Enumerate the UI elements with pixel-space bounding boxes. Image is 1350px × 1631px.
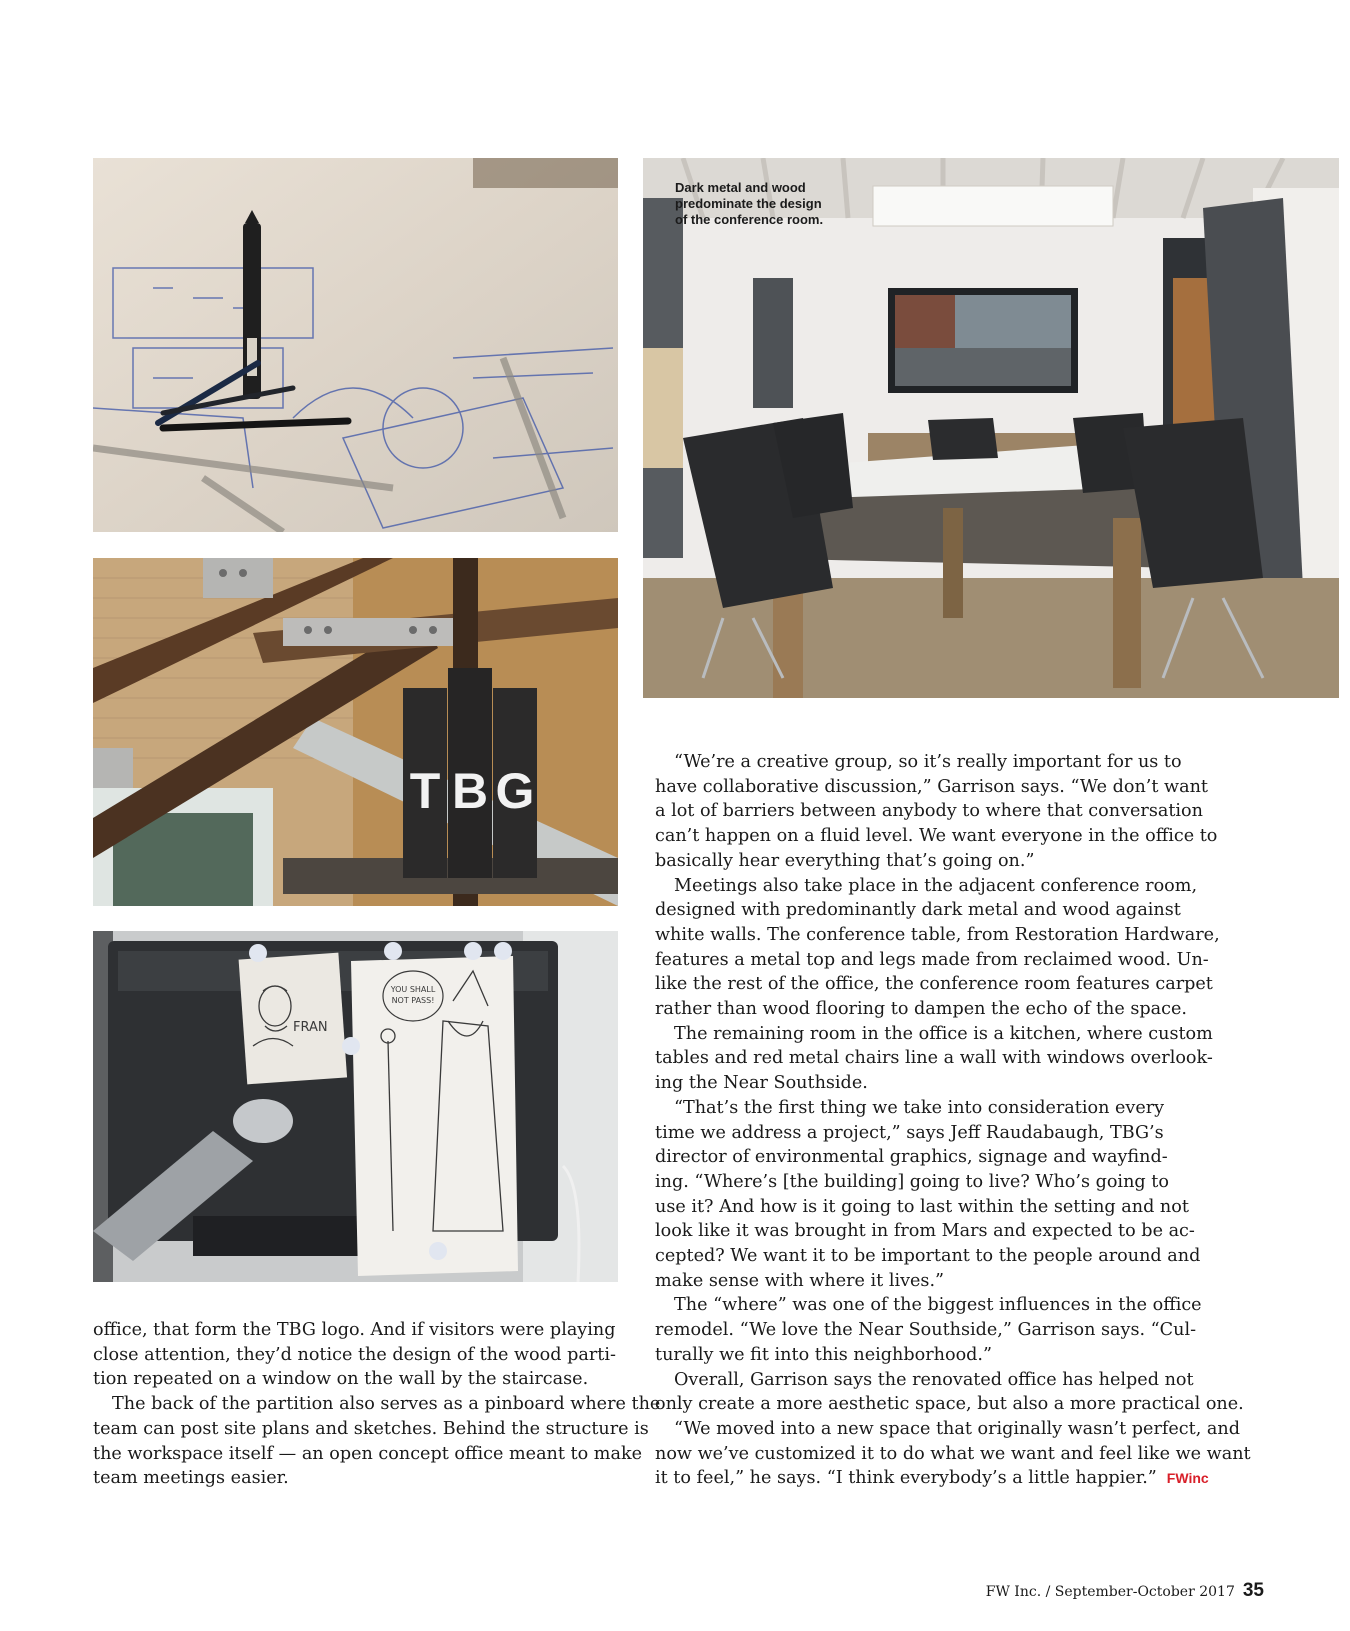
body-paragraph [655, 1096, 1201, 1294]
text-line: look like it was brought in from Mars and expected to be ac- [655, 1221, 1195, 1242]
text-line: remodel. “We love the Near Southside,” Garrison says. “Cul- [655, 1320, 1197, 1341]
text-line: team meetings easier. [93, 1468, 289, 1489]
text-line: only create a more aesthetic space, but also a more practical one. [655, 1394, 1244, 1415]
sketch-label: FRAN [293, 1020, 328, 1035]
right-text-column [655, 750, 1251, 1491]
text-line: the workspace itself — an open concept office meant to make [93, 1443, 643, 1464]
conference-room-photo [643, 158, 1339, 698]
text-line-content: it to feel,” he says. “I think everybody’s a little happier.” [655, 1468, 1157, 1489]
text-line: have collaborative discussion,” Garrison says. “We don’t want [655, 776, 1208, 797]
text-line: Meetings also take place in the adjacent conference room, [674, 875, 1198, 896]
publication-info: FW Inc. / September-October 2017 [985, 1584, 1235, 1600]
text-line: office, that form the TBG logo. And if visitors were playing [93, 1320, 616, 1340]
left-text-column [93, 1318, 661, 1491]
page-number: 35 [1242, 1580, 1264, 1601]
text-line: time we address a project,” says Jeff Raudabaugh, TBG’s [655, 1122, 1164, 1143]
text-line: team can post site plans and sketches. Behind the structure is [93, 1418, 649, 1439]
text-line: director of environmental graphics, signage and wayfind- [655, 1147, 1168, 1168]
text-line: a lot of barriers between anybody to where that conversation [655, 801, 1203, 822]
text-line: turally we fit into this neighborhood.” [655, 1344, 993, 1365]
tbg-sign-photo [93, 558, 618, 906]
text-line: Overall, Garrison says the renovated office has helped not [674, 1369, 1194, 1390]
body-paragraph [655, 1368, 1244, 1417]
last-text-line [655, 1466, 1209, 1491]
sketch-speech-2: NOT PASS! [391, 996, 435, 1005]
sign-letter-t: T [409, 763, 441, 819]
body-paragraph [93, 1318, 623, 1392]
text-line: ing. “Where’s [the building] going to live? Who’s going to [655, 1171, 1169, 1192]
text-line: The remaining room in the office is a kitchen, where custom [674, 1023, 1213, 1044]
text-line: basically hear everything that’s going on.” [655, 850, 1035, 871]
text-line: The back of the partition also serves as a pinboard where the [112, 1394, 661, 1415]
body-paragraph [655, 1022, 1213, 1096]
text-line: “That’s the first thing we take into consideration every [674, 1097, 1165, 1118]
text-line: can’t happen on a fluid level. We want everyone in the office to [655, 826, 1218, 847]
text-line: now we’ve customized it to do what we want and feel like we want [655, 1443, 1251, 1464]
fwinc-signature: FWinc [1166, 1470, 1209, 1487]
body-paragraph [655, 1417, 1251, 1491]
monitor-sketch-photo [93, 931, 618, 1282]
text-line: ing the Near Southside. [655, 1073, 868, 1094]
text-line: like the rest of the office, the conference room features carpet [655, 974, 1213, 995]
body-paragraph [93, 1392, 661, 1491]
text-line: The “where” was one of the biggest influences in the office [674, 1295, 1202, 1316]
text-line: white walls. The conference table, from Restoration Hardware, [655, 924, 1220, 945]
sketch-speech-1: YOU SHALL [390, 985, 436, 994]
caption-line: of the conference room. [675, 212, 824, 227]
body-paragraph [655, 1293, 1202, 1367]
text-line: use it? And how is it going to last within the setting and not [655, 1196, 1189, 1217]
sign-letter-g: G [495, 763, 535, 819]
text-line: close attention, they’d notice the design of the wood parti- [93, 1344, 616, 1365]
page-folio [986, 1580, 1264, 1602]
caption-line: predominate the design [675, 196, 822, 211]
text-line: designed with predominantly dark metal and wood against [655, 900, 1181, 921]
text-line: “We moved into a new space that originally wasn’t perfect, and [674, 1418, 1240, 1439]
text-line: make sense with where it lives.” [655, 1270, 945, 1291]
blueprint-photo [93, 158, 618, 532]
text-line: “We’re a creative group, so it’s really important for us to [674, 752, 1182, 772]
body-paragraph [655, 874, 1220, 1022]
sign-letter-b: B [451, 763, 489, 819]
conference-photo-caption [675, 180, 845, 228]
text-line: rather than wood flooring to dampen the echo of the space. [655, 999, 1187, 1020]
text-line: tion repeated on a window on the wall by the staircase. [93, 1369, 589, 1390]
text-line: tables and red metal chairs line a wall with windows overlook- [655, 1048, 1213, 1069]
body-paragraph [655, 750, 1218, 874]
text-line: cepted? We want it to be important to the people around and [655, 1246, 1201, 1267]
caption-line: Dark metal and wood [675, 180, 806, 195]
text-line: features a metal top and legs made from reclaimed wood. Un- [655, 949, 1209, 970]
